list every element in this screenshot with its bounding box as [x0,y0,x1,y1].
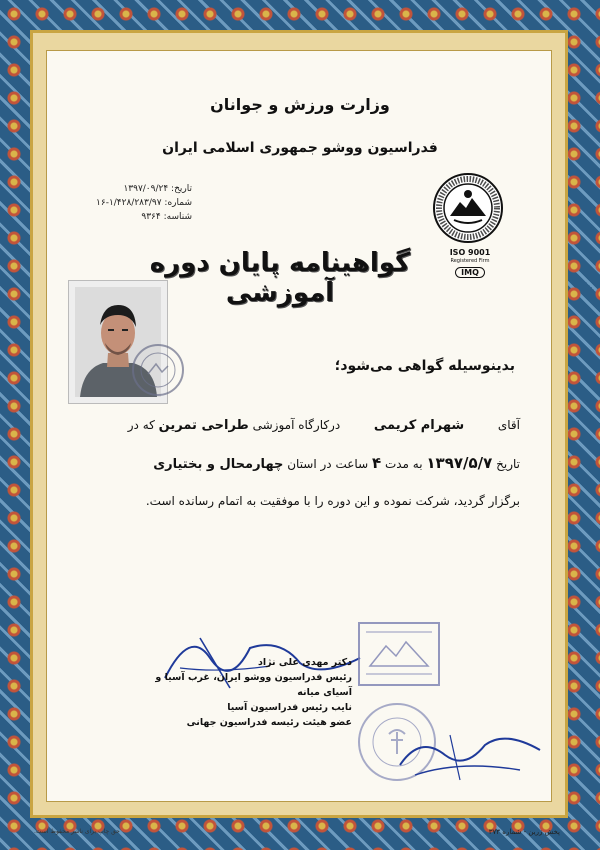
province-name: چهارمحال و بختیاری [153,457,284,472]
wushu-federation-logo [432,172,504,244]
federation-stamp [356,620,442,688]
workshop-label: درکارگاه آموزشی [252,418,341,432]
signatory-role-3: عضو هیئت رئیسه فدراسیون جهانی [186,717,352,728]
course-date: ۱۳۹۷/۵/۷ [426,454,493,472]
photo-seal-stamp [130,342,186,398]
iso-badge [440,248,500,278]
hereby-heading: بدینوسیله گواهی می‌شود؛ [334,358,515,374]
date-label: تاریخ [496,457,520,471]
certificate-title: گواهینامه پایان دوره آموزشی [149,248,411,308]
second-signature [390,720,550,790]
duration-post: ساعت در استان [287,457,369,471]
mr-label: آقای [497,418,520,432]
signatory-name: دکتر مهدی علی نژاد [257,657,352,668]
recipient-name: شهرام کریمی [373,418,465,433]
iso-registered: Registered Firm [450,258,490,264]
signatory-role-1: رئیس فدراسیون ووشو ایران، غرب آسیا و آسیای میانه [155,672,352,698]
body-line-3: برگزار گردید، شرکت نموده و این دوره را با موفقیت به اتمام رسانده است. [145,494,520,508]
printer-footer: پخش زرین - شماره ۳۷۳ [488,828,560,836]
signatory-block [130,655,352,730]
reference-block [72,182,192,224]
body-line-2 [90,454,520,472]
duration-hours: ۴ [371,454,382,472]
iso-label: ISO 9001 [449,248,491,257]
federation-heading: فدراسیون ووشو جمهوری اسلامی ایران [162,140,438,156]
reference-date: تاریخ: ۱۳۹۷/۰۹/۲۴ [123,184,192,194]
that-on-label: که در [127,418,155,432]
body-line-1 [90,418,520,433]
reference-number: شماره: ۱/۴۲۸/۲۸۳/۹۷-۱۶ [96,198,192,208]
signatory-role-2: نایب رئیس فدراسیون آسیا [227,702,352,713]
duration-pre: به مدت [384,457,423,471]
ministry-heading: وزارت ورزش و جوانان [210,95,390,114]
copyright-footer: حق چاپ برای ناشر محفوظ است. [34,828,120,835]
reference-id: شناسه: ۹۳۶۴ [141,212,192,222]
course-name: طراحی تمرین [158,418,249,433]
imq-label: IMQ [455,267,485,278]
